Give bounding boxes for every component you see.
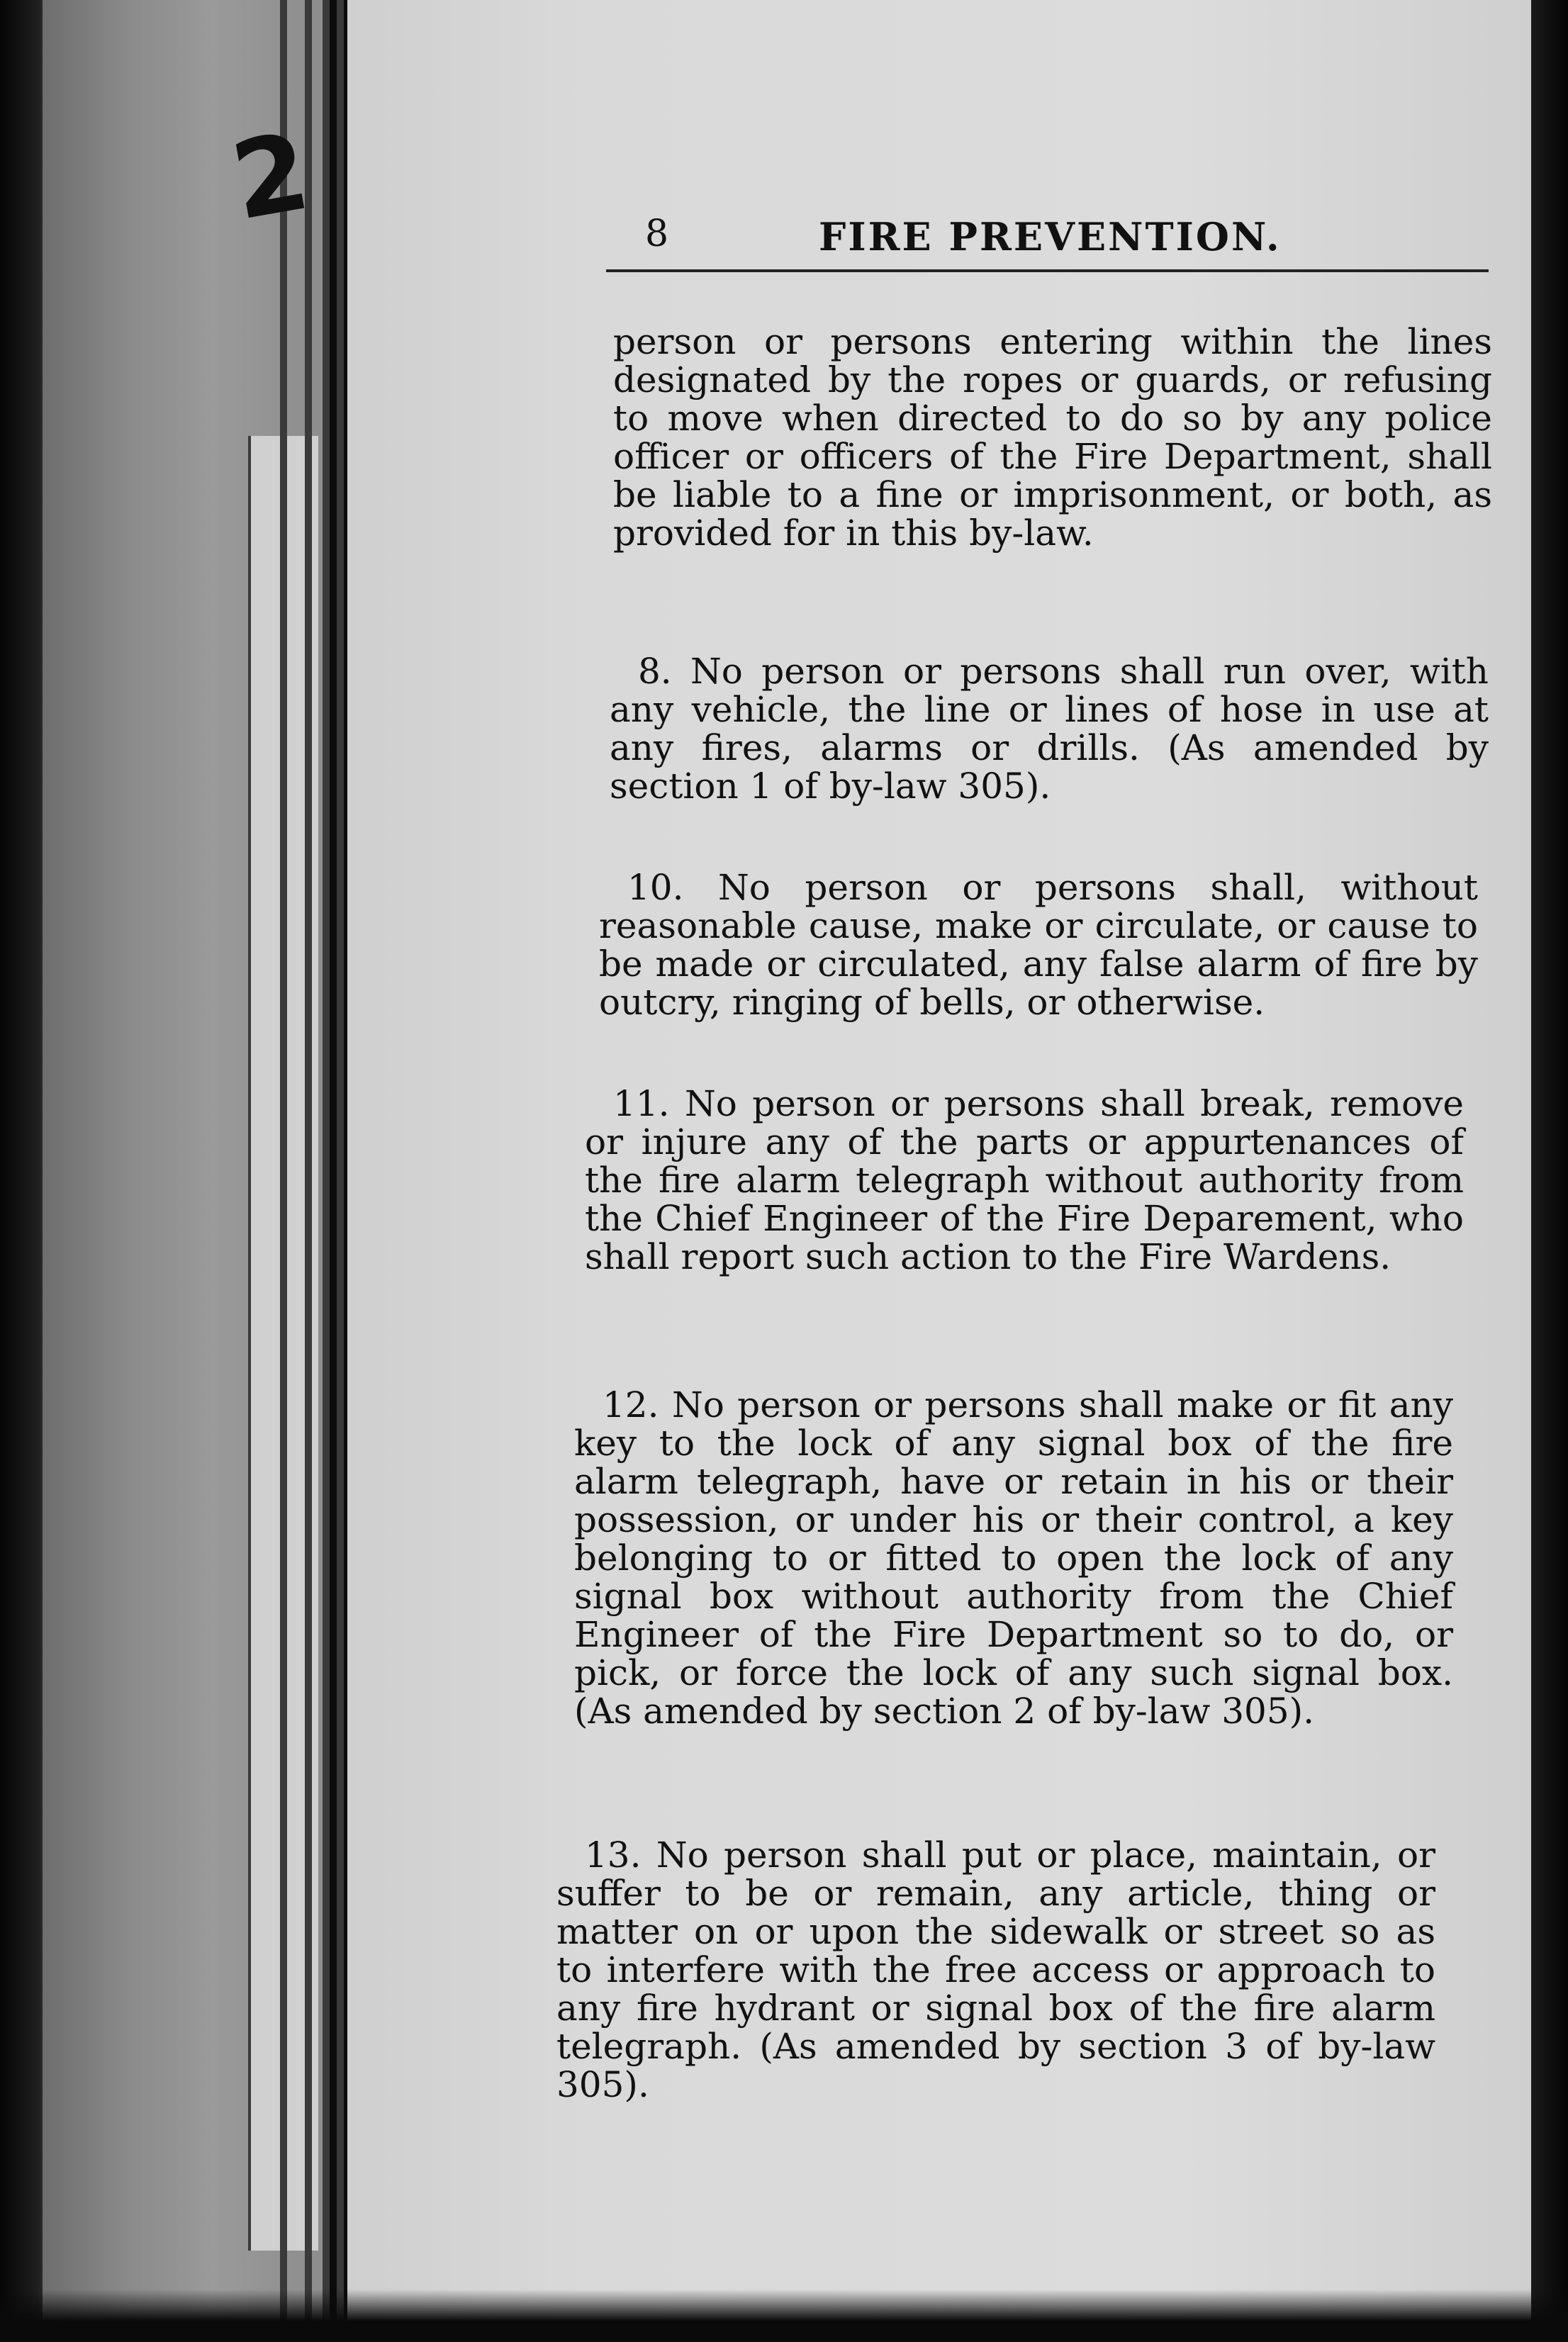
section-number: 8. (638, 651, 672, 692)
page-number: 8 (645, 213, 669, 255)
paragraph-section-10 (599, 868, 1478, 1021)
running-head: FIRE PREVENTION. (819, 214, 1282, 259)
section-number: 13. (585, 1834, 642, 1876)
paragraph-section-13 (556, 1836, 1435, 2104)
paragraph-text: person or persons entering within the lines designated by the ropes or guards, or refusing to move when directed to do so by any police officer or officers of the Fire Department, shall be liable to a fine or imprisonment, or both, as provided for in this by-law. (613, 321, 1492, 554)
page-header (606, 213, 1489, 276)
paragraph-text: No person or persons shall break, remove or injure any of the parts or appurtenances of the fire alarm telegraph without authority from the Chief Engineer of the Fire Deparement, who shall report such action to the Fire Wardens. (585, 1083, 1464, 1277)
page-stack-line (337, 0, 344, 2342)
paragraph-section-8 (610, 652, 1489, 805)
section-number: 12. (603, 1384, 659, 1425)
section-number: 10. (627, 867, 684, 908)
paragraph-text: No person or persons shall, without reasonable cause, make or circulate, or cause to be made or circulated, any false alarm of fire by outcry, ringing of bells, or otherwise. (599, 867, 1478, 1023)
paragraph-text: No person or persons shall make or fit any key to the lock of any signal box of the fire alarm telegraph, have or retain in his or their possession, or under his or their control, a key belonging to or fitted to open the lock of any signal box without authority from the Chief Engineer of the Fire Department so to do, or pick, or force the lock of any such signal box. (As amended by section 2 of by-law 305). (574, 1384, 1453, 1732)
paragraph-continuation (613, 323, 1492, 552)
handwritten-mark: 2 (223, 110, 318, 245)
paragraph-section-11 (585, 1085, 1464, 1276)
page-stack-line (305, 0, 312, 2342)
section-number: 11. (613, 1083, 670, 1124)
paragraph-text: No person or persons shall run over, with any vehicle, the line or lines of hose in use at any fires, alarms or drills. (As amended by section 1 of by-law 305). (610, 651, 1489, 807)
header-rule (606, 269, 1489, 272)
page-stack-line (280, 0, 287, 2342)
page-stack-line (323, 0, 330, 2342)
scan-right-margin (1531, 0, 1568, 2342)
paragraph-section-12 (574, 1386, 1453, 1730)
paragraph-text: No person shall put or place, maintain, or suffer to be or remain, any article, thing or matter on or upon the sidewalk or street so as to interfere with the free access or approach to any fire hydrant or signal box of the fire alarm telegraph. (As amended by section 3 of by-law 305). (556, 1834, 1435, 2105)
scan-bottom-margin (0, 2290, 1568, 2342)
